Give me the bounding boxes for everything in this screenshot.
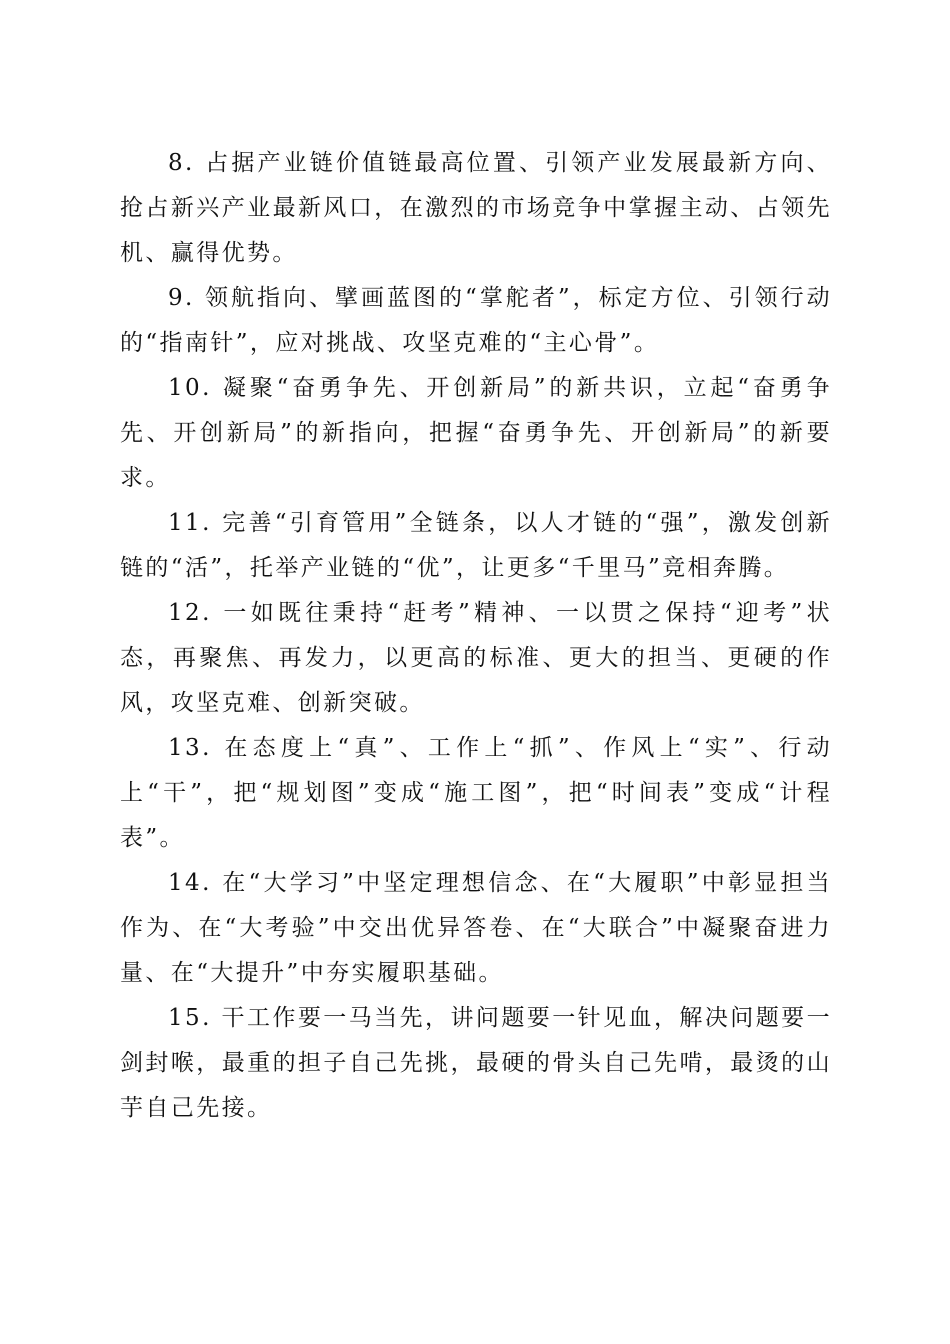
paragraph-15: 15. 干工作要一马当先，讲问题要一针见血，解决问题要一剑封喉，最重的担子自己先挑，最硬的骨头自己先啃，最烫的山芋自己先接。 — [120, 1005, 832, 1121]
paragraph-12: 12. 一如既往秉持“赶考”精神、一以贯之保持“迎考”状态，再聚焦、再发力，以更高的标准、更大的担当、更硬的作风，攻坚克难、创新突破。 — [120, 600, 832, 716]
paragraph-13: 13. 在态度上“真”、工作上“抓”、作风上“实”、行动上“干”，把“规划图”变成“施工图”，把“时间表”变成“计程表”。 — [120, 735, 832, 851]
paragraph-9: 9. 领航指向、擘画蓝图的“掌舵者”，标定方位、引领行动的“指南针”，应对挑战、攻坚克难的“主心骨”。 — [120, 285, 832, 356]
paragraph-14: 14. 在“大学习”中坚定理想信念、在“大履职”中彰显担当作为、在“大考验”中交出优异答卷、在“大联合”中凝聚奋进力量、在“大提升”中夯实履职基础。 — [120, 870, 832, 986]
document-body — [120, 141, 832, 1131]
paragraph-11: 11. 完善“引育管用”全链条，以人才链的“强”，激发创新链的“活”，托举产业链的“优”，让更多“千里马”竞相奔腾。 — [120, 510, 832, 581]
paragraph-10: 10. 凝聚“奋勇争先、开创新局”的新共识，立起“奋勇争先、开创新局”的新指向，把握“奋勇争先、开创新局”的新要求。 — [120, 375, 832, 491]
paragraph-8: 8. 占据产业链价值链最高位置、引领产业发展最新方向、抢占新兴产业最新风口，在激烈的市场竞争中掌握主动、占领先机、赢得优势。 — [120, 150, 832, 266]
